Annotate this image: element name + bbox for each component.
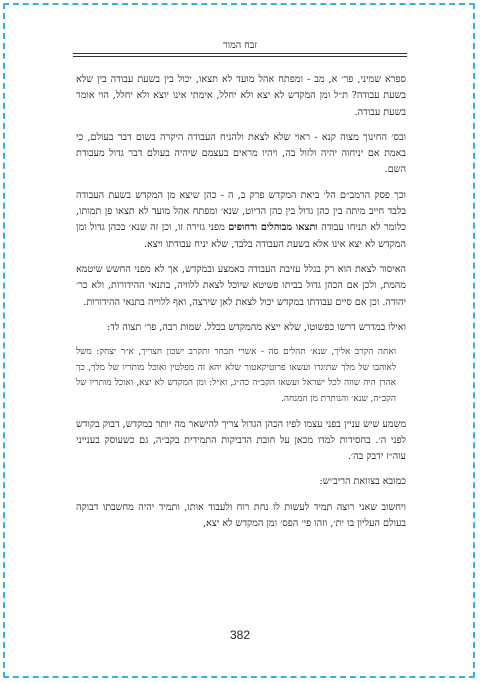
paragraph-prohibition: האיסור לצאת הוא רק בגלל עזיבת העבודה באמצע ובמקדש, אך לא מפני החשש שיטמא מהמת, ולכן אם הכהן גדול בביתו פשיטא שיוכל לצאת ללוויה, בתנאי ההידורות, ולא כר׳ יהודה. וכן אם סיים עבודתו במקדש יכול לצאת לאן שירצה, ואף ללוייה בתנאי ההידורות.	[76, 263, 406, 308]
rambam-bold-phrase: ותצאו מבוהלים ודחופים	[228, 222, 318, 234]
running-header-title: זבח המור	[222, 40, 258, 51]
paragraph-rivash-quote: ויחשוב שאני רוצה תמיד לעשות לו נחת רוח ולעבוד אותו, ותמיד יהיה מחשבתו דבוקה בעולם העליון בו ית׳, וזהו פי׳ הפס׳ ומן המקדש לא יצא,	[76, 501, 406, 530]
paragraph-midrash-intro: ואילו במדרש דרשו כפשוטו, שלא ייצא מהמקדש בכלל. שמות רבה, פר׳ תצוה לד:	[107, 321, 406, 333]
rambam-text-before: וכך פסק הרמב״ם הל׳ ביאת המקדש פרק ב, ה - כהן שיצא מן המקדש בשעת העבודה בלבד חייב מיתה בין כהן גדול בין כהן הדיוט, שנא׳ ומפתח אהל מועד לא תצאו פן תמותו, כלומר לא תניחו עבודה	[76, 189, 406, 234]
paragraph-sifra: ספרא שמיני, פר׳ א, מב - ומפתח אהל מועד לא תצאו, יכול בין בשעת עבודה בין שלא בשעת עבודה? ת״ל ומן המקדש לא יצא ולא יחלל, אימתי אינו יוצא ולא יחלל, הוי אומר בשעת עבודה.	[76, 74, 406, 118]
paragraph-chassidut: משמע שיש עניין בפני עצמו לפיו הכהן הגדול צריך להישאר מה יותר במקדש, דבוק בקודש לפני ה׳. בחסידות למדו מכאן על חובת הדביקות התמידית בקב״ה, גם כשעוסק בענייני עוה״ז ידבק בה׳.	[76, 418, 406, 463]
page-number: 382	[229, 628, 251, 642]
rambam-text-after: מפני גזירה זו, וכן זה שנא׳ בכהן גדול ומן המקדש לא יצא אינו אלא בשעת העבודה בלבד, שלא יניח עבודתו ויצא.	[76, 222, 406, 250]
paragraph-rivash-intro: כמובא בצוואת הריב״ש:	[319, 476, 406, 488]
header-rule-top	[73, 53, 407, 54]
page-body	[76, 72, 406, 541]
paragraph-rambam	[76, 188, 406, 253]
midrash-quote: ואתה הקרב אליך, שנא׳ תהלים סה - אשרי תבחר ותקרב ישכון חצריך, א״ר יצחק: משל לאוהבו של מלך שתיגרו ועשאו פרוטיקאטור שלא יהא זה מפלטין ואוכל מותריו של מלך, כך אהרן היה שווה לכל ישראל ועשאו הקב״ה כה״ג, וא״ל: ומן המקדש לא יצא, ואוכל מותריו של הקב״ה, שנא׳ והנותרת מן המנחה.	[76, 347, 396, 404]
paragraph-chinuch: ובס׳ החינוך מצוה קנא - ראוי שלא לצאת ולהניח העבודה היקרה בשום דבר בעולם, כי באמת אם יניחוה יהיה ולזול בה, ויהיו מראים בעצמם שיהיה בעולם דבר גדול מעבודת השם.	[76, 131, 406, 176]
header-rule-bottom	[73, 56, 407, 57]
